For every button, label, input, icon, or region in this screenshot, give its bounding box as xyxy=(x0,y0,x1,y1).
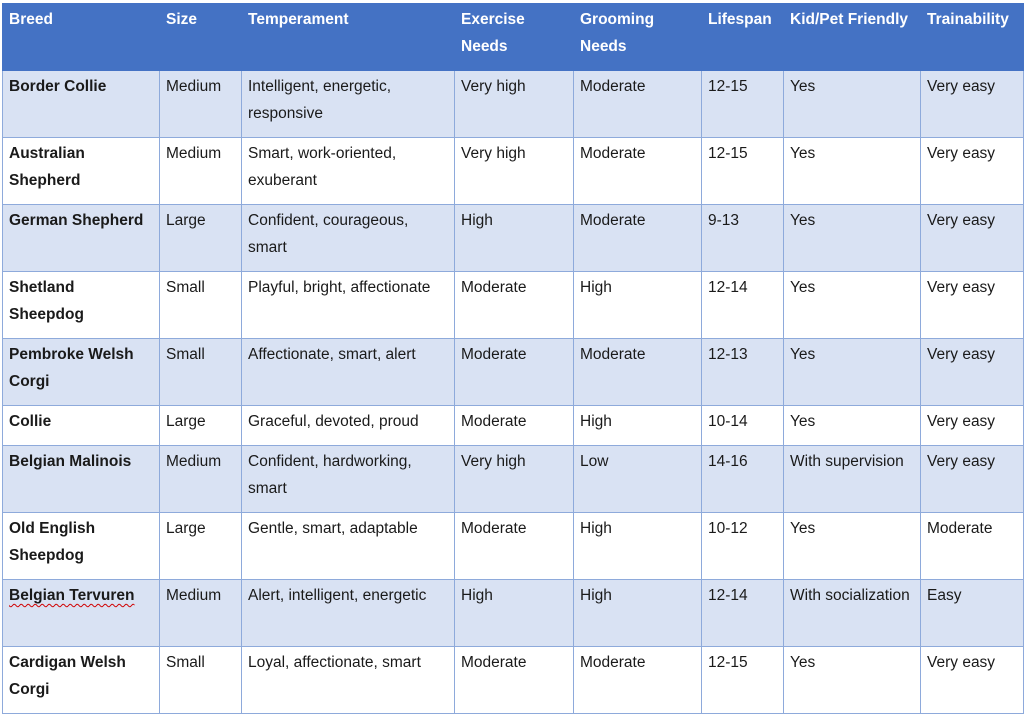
temperament-cell: Smart, work-oriented, exuberant xyxy=(242,138,455,205)
breed-cell: Old English Sheepdog xyxy=(3,513,160,580)
exercise-cell: Very high xyxy=(455,446,574,513)
lifespan-cell: 12-14 xyxy=(702,580,784,647)
table-row xyxy=(3,513,1024,580)
temperament-cell: Graceful, devoted, proud xyxy=(242,406,455,446)
temperament-cell: Alert, intelligent, energetic xyxy=(242,580,455,647)
header-grooming-needs: Grooming Needs xyxy=(574,4,702,71)
table-row xyxy=(3,580,1024,647)
breed-cell: Collie xyxy=(3,406,160,446)
header-exercise-needs: Exercise Needs xyxy=(455,4,574,71)
grooming-cell: Moderate xyxy=(574,71,702,138)
friendly-cell: Yes xyxy=(784,406,921,446)
lifespan-cell: 12-14 xyxy=(702,272,784,339)
size-cell: Medium xyxy=(160,580,242,647)
exercise-cell: Moderate xyxy=(455,647,574,714)
temperament-cell: Intelligent, energetic, responsive xyxy=(242,71,455,138)
size-cell: Small xyxy=(160,339,242,406)
header-lifespan: Lifespan xyxy=(702,4,784,71)
header-trainability: Trainability xyxy=(921,4,1024,71)
breed-cell: Border Collie xyxy=(3,71,160,138)
lifespan-cell: 12-15 xyxy=(702,138,784,205)
breed-cell: Pembroke Welsh Corgi xyxy=(3,339,160,406)
trainability-cell: Very easy xyxy=(921,406,1024,446)
temperament-cell: Loyal, affectionate, smart xyxy=(242,647,455,714)
breed-cell: Belgian Malinois xyxy=(3,446,160,513)
table-row xyxy=(3,647,1024,714)
breed-cell: Shetland Sheepdog xyxy=(3,272,160,339)
friendly-cell: Yes xyxy=(784,647,921,714)
grooming-cell: High xyxy=(574,513,702,580)
exercise-cell: Very high xyxy=(455,138,574,205)
header-size: Size xyxy=(160,4,242,71)
grooming-cell: Low xyxy=(574,446,702,513)
friendly-cell: Yes xyxy=(784,339,921,406)
temperament-cell: Affectionate, smart, alert xyxy=(242,339,455,406)
exercise-cell: Very high xyxy=(455,71,574,138)
exercise-cell: Moderate xyxy=(455,513,574,580)
temperament-cell: Confident, courageous, smart xyxy=(242,205,455,272)
friendly-cell: Yes xyxy=(784,205,921,272)
lifespan-cell: 10-12 xyxy=(702,513,784,580)
temperament-cell: Gentle, smart, adaptable xyxy=(242,513,455,580)
breed-cell: German Shepherd xyxy=(3,205,160,272)
breed-cell: Australian Shepherd xyxy=(3,138,160,205)
exercise-cell: High xyxy=(455,205,574,272)
header-breed: Breed xyxy=(3,4,160,71)
table-row xyxy=(3,138,1024,205)
header-temperament: Temperament xyxy=(242,4,455,71)
spellcheck-breed-text: Belgian Tervuren xyxy=(9,587,135,604)
size-cell: Medium xyxy=(160,446,242,513)
trainability-cell: Very easy xyxy=(921,205,1024,272)
size-cell: Medium xyxy=(160,71,242,138)
trainability-cell: Very easy xyxy=(921,272,1024,339)
friendly-cell: Yes xyxy=(784,513,921,580)
exercise-cell: Moderate xyxy=(455,339,574,406)
size-cell: Small xyxy=(160,647,242,714)
exercise-cell: Moderate xyxy=(455,272,574,339)
table-row xyxy=(3,446,1024,513)
trainability-cell: Very easy xyxy=(921,71,1024,138)
header-kid-pet-friendly: Kid/Pet Friendly xyxy=(784,4,921,71)
breed-cell xyxy=(3,580,160,647)
temperament-cell: Confident, hardworking, smart xyxy=(242,446,455,513)
table-row xyxy=(3,406,1024,446)
header-row xyxy=(3,4,1024,71)
grooming-cell: High xyxy=(574,406,702,446)
size-cell: Small xyxy=(160,272,242,339)
lifespan-cell: 10-14 xyxy=(702,406,784,446)
table-row xyxy=(3,339,1024,406)
friendly-cell: With supervision xyxy=(784,446,921,513)
friendly-cell: Yes xyxy=(784,272,921,339)
exercise-cell: High xyxy=(455,580,574,647)
trainability-cell: Very easy xyxy=(921,138,1024,205)
table-row xyxy=(3,205,1024,272)
trainability-cell: Very easy xyxy=(921,446,1024,513)
trainability-cell: Very easy xyxy=(921,647,1024,714)
friendly-cell: Yes xyxy=(784,71,921,138)
size-cell: Large xyxy=(160,205,242,272)
size-cell: Large xyxy=(160,513,242,580)
size-cell: Large xyxy=(160,406,242,446)
trainability-cell: Very easy xyxy=(921,339,1024,406)
lifespan-cell: 12-15 xyxy=(702,647,784,714)
grooming-cell: High xyxy=(574,272,702,339)
grooming-cell: Moderate xyxy=(574,647,702,714)
friendly-cell: Yes xyxy=(784,138,921,205)
trainability-cell: Moderate xyxy=(921,513,1024,580)
grooming-cell: Moderate xyxy=(574,339,702,406)
trainability-cell: Easy xyxy=(921,580,1024,647)
lifespan-cell: 12-15 xyxy=(702,71,784,138)
breed-cell: Cardigan Welsh Corgi xyxy=(3,647,160,714)
table-row xyxy=(3,71,1024,138)
grooming-cell: High xyxy=(574,580,702,647)
lifespan-cell: 9-13 xyxy=(702,205,784,272)
breed-comparison-table xyxy=(2,3,1024,714)
size-cell: Medium xyxy=(160,138,242,205)
lifespan-cell: 14-16 xyxy=(702,446,784,513)
grooming-cell: Moderate xyxy=(574,138,702,205)
temperament-cell: Playful, bright, affectionate xyxy=(242,272,455,339)
friendly-cell: With socialization xyxy=(784,580,921,647)
exercise-cell: Moderate xyxy=(455,406,574,446)
lifespan-cell: 12-13 xyxy=(702,339,784,406)
grooming-cell: Moderate xyxy=(574,205,702,272)
table-row xyxy=(3,272,1024,339)
